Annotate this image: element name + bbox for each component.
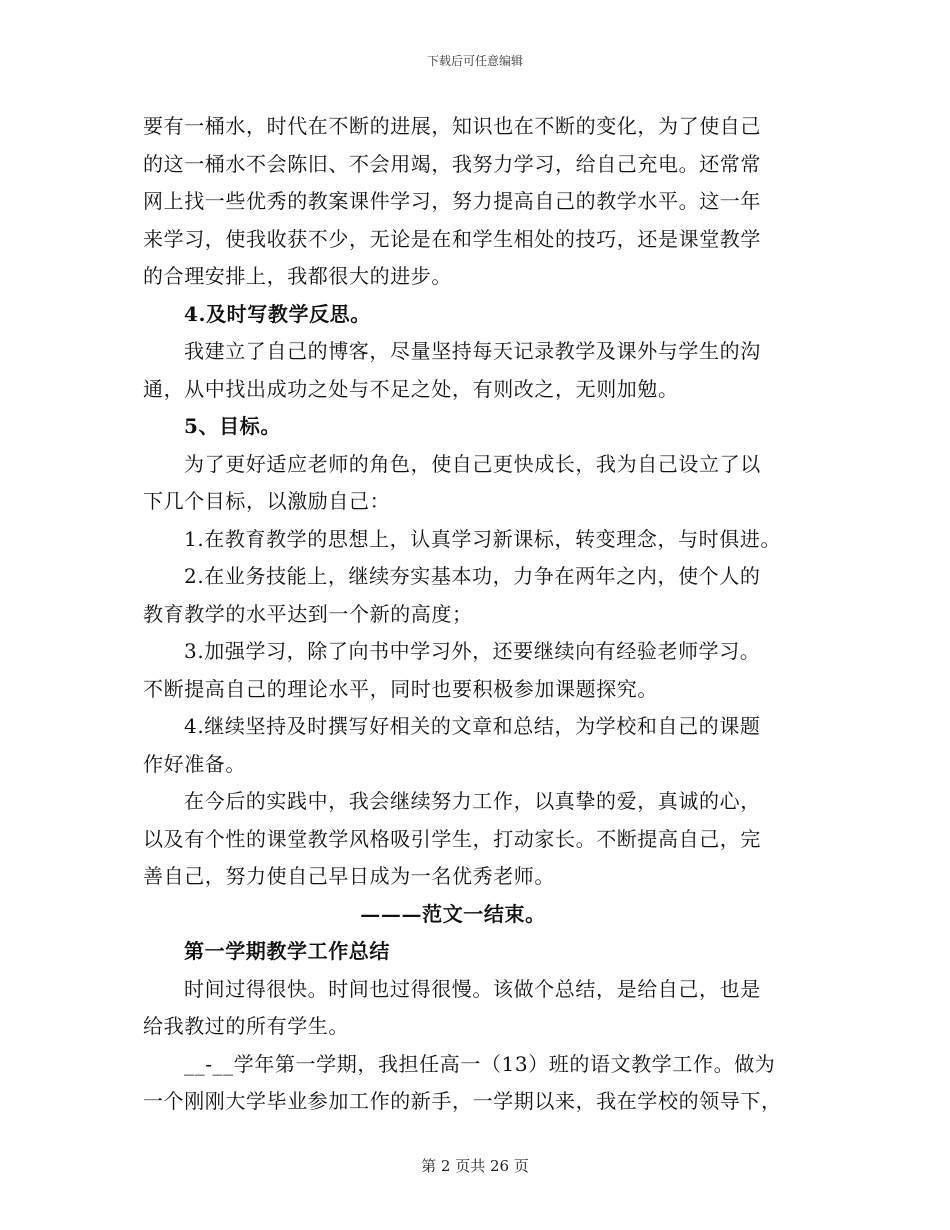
paragraph-line: 来学习，使我收获不少，无论是在和学生相处的技巧，还是课堂教学 [143,226,761,251]
section-heading: 4.及时写教学反思。 [184,301,371,326]
list-item: 2.在业务技能上，继续夯实基本功，力争在两年之内，使个人的 [184,564,761,588]
paragraph-line: 下几个目标，以激励自己： [143,489,391,513]
document-body [143,108,823,1121]
paragraph-line: 在今后的实践中，我会继续努力工作，以真挚的爱，真诚的心， [184,789,761,813]
paragraph-line: 我建立了自己的博客，尽量坚持每天记录教学及课外与学生的沟 [184,339,761,363]
paragraph-line: 为了更好适应老师的角色，使自己更快成长，我为自己设立了以 [184,451,761,476]
paragraph-line: __-__学年第一学期，我担任高一（13）班的语文教学工作。做为 [184,1051,776,1076]
paragraph-line: 通，从中找出成功之处与不足之处，有则改之，无则加勉。 [143,376,679,401]
paragraph-line: 作好准备。 [143,751,246,776]
paragraph-line: 教育教学的水平达到一个新的高度； [143,601,473,626]
paragraph-line: 善自己，努力使自己早日成为一名优秀老师。 [143,864,555,888]
list-item: 1.在教育教学的思想上，认真学习新课标，转变理念，与时俱进。 [184,526,782,551]
paragraph-line: 时间过得很快。时间也过得很慢。该做个总结，是给自己，也是 [184,976,761,1001]
page-header: 下载后可任意编辑 [426,54,523,68]
paragraph-line: 一个刚刚大学毕业参加工作的新手，一学期以来，我在学校的领导下， [143,1089,782,1113]
paragraph-line: 不断提高自己的理论水平，同时也要积极参加课题探究。 [143,676,658,701]
paragraph-line: 网上找一些优秀的教案课件学习，努力提高自己的教学水平。这一年 [143,189,761,213]
paragraph-line: 给我教过的所有学生。 [143,1014,349,1038]
paragraph-line: 要有一桶水，时代在不断的进展，知识也在不断的变化，为了使自己 [143,114,761,138]
page-footer: 第 2 页共 26 页 [421,1157,529,1175]
paragraph-line: 以及有个性的课堂教学风格吸引学生，打动家长。不断提高自己，完 [143,826,761,851]
section-heading: 5、目标。 [184,414,281,438]
list-item: 3.加强学习，除了向书中学习外，还要继续向有经验老师学习。 [184,639,761,663]
section-end-marker: ———范文一结束。 [360,901,546,926]
paragraph-line: 的这一桶水不会陈旧、不会用竭，我努力学习，给自己充电。还常常 [143,151,761,176]
paragraph-line: 的合理安排上，我都很大的进步。 [143,264,452,288]
document-title: 第一学期教学工作总结 [184,939,390,963]
list-item: 4.继续坚持及时撰写好相关的文章和总结，为学校和自己的课题 [184,714,761,738]
